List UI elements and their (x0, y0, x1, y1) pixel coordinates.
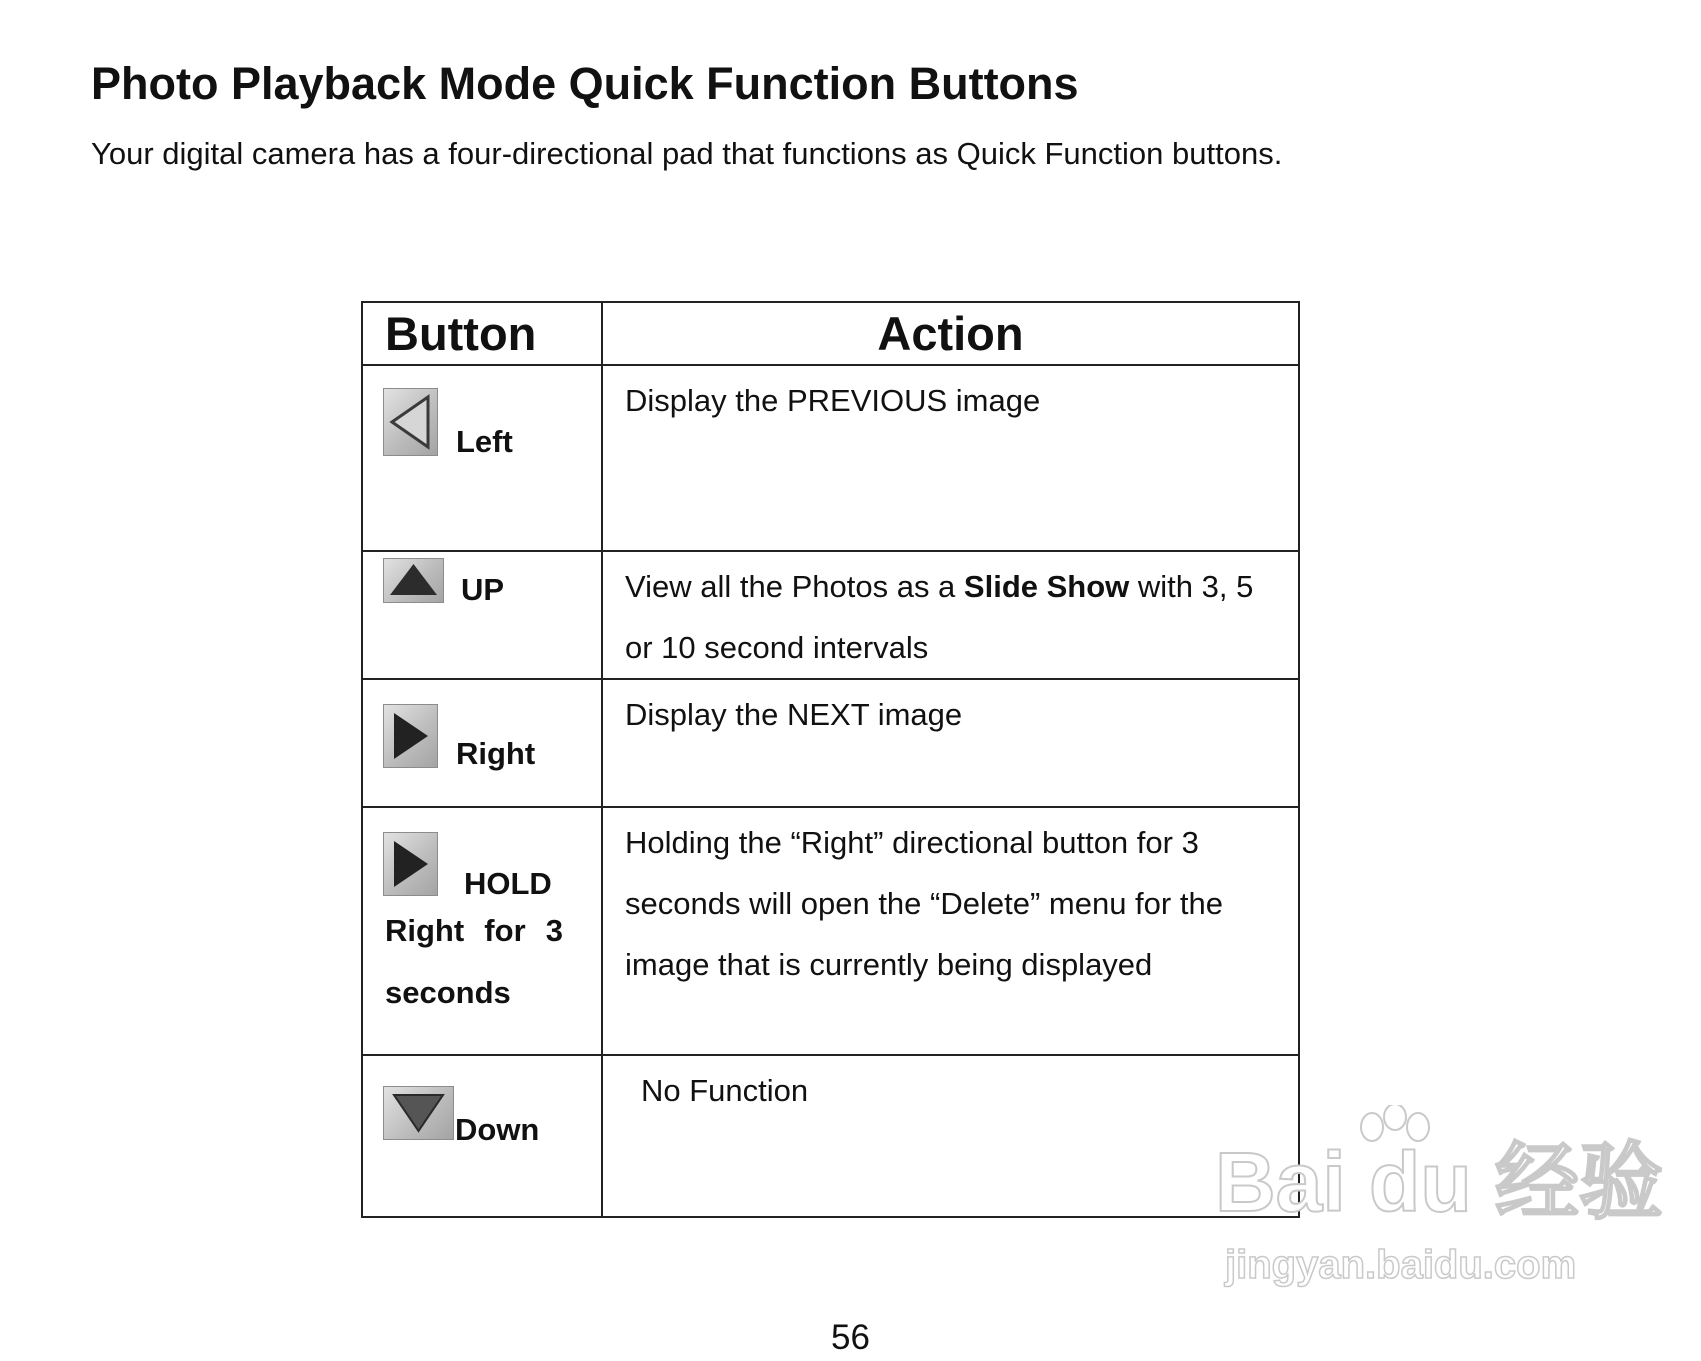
left-arrow-icon (383, 388, 438, 456)
action-cell (602, 551, 1299, 679)
action-text: Display the PREVIOUS image (625, 383, 1041, 418)
watermark-url: jingyan.baidu.com (1225, 1243, 1577, 1287)
action-cell (602, 1055, 1299, 1217)
up-arrow-icon (383, 558, 444, 603)
down-arrow-icon (383, 1086, 454, 1140)
button-cell (362, 807, 602, 1055)
action-text-line-1 (625, 556, 1278, 617)
action-text: No Function (641, 1073, 809, 1108)
watermark-logo: Bai du 经验 (1215, 1135, 1664, 1229)
button-label: HOLD (464, 866, 552, 901)
action-text-line-3: image that is currently being displayed (625, 947, 1153, 982)
table-row (362, 365, 1299, 551)
action-text-line-2: or 10 second intervals (625, 630, 929, 665)
baidu-watermark (1215, 1115, 1664, 1315)
button-label: Left (456, 424, 513, 459)
button-cell (362, 679, 602, 807)
action-cell (602, 679, 1299, 807)
right-arrow-icon (383, 704, 438, 768)
action-text-line-2: seconds will open the “Delete” menu for the (625, 886, 1223, 921)
table-row (362, 679, 1299, 807)
action-text: Display the NEXT image (625, 697, 963, 732)
action-text: with 3, 5 (1129, 569, 1254, 604)
action-text-line-1: Holding the “Right” directional button for 3 (625, 825, 1199, 860)
button-label: UP (461, 572, 505, 607)
action-cell (602, 365, 1299, 551)
button-cell (362, 551, 602, 679)
column-header-button: Button (362, 302, 602, 365)
page-number: 56 (831, 1318, 870, 1357)
column-header-action: Action (602, 302, 1299, 365)
page-title: Photo Playback Mode Quick Function Buttons (91, 58, 1079, 109)
slide-show-emphasis: Slide Show (963, 569, 1130, 604)
button-cell (362, 1055, 602, 1217)
button-label: Down (455, 1112, 540, 1147)
table-row (362, 807, 1299, 1055)
button-label: Right (456, 736, 536, 771)
button-sublabel: Right for 3 seconds (385, 913, 563, 1010)
quick-function-table (361, 301, 1300, 1218)
table-header-row (362, 302, 1299, 365)
action-cell (602, 807, 1299, 1055)
action-text: View all the Photos as a (625, 569, 964, 604)
table-row (362, 551, 1299, 679)
right-arrow-icon (383, 832, 438, 896)
button-cell (362, 365, 602, 551)
table-row (362, 1055, 1299, 1217)
intro-paragraph: Your digital camera has a four-directional pad that functions as Quick Function buttons. (91, 136, 1283, 171)
